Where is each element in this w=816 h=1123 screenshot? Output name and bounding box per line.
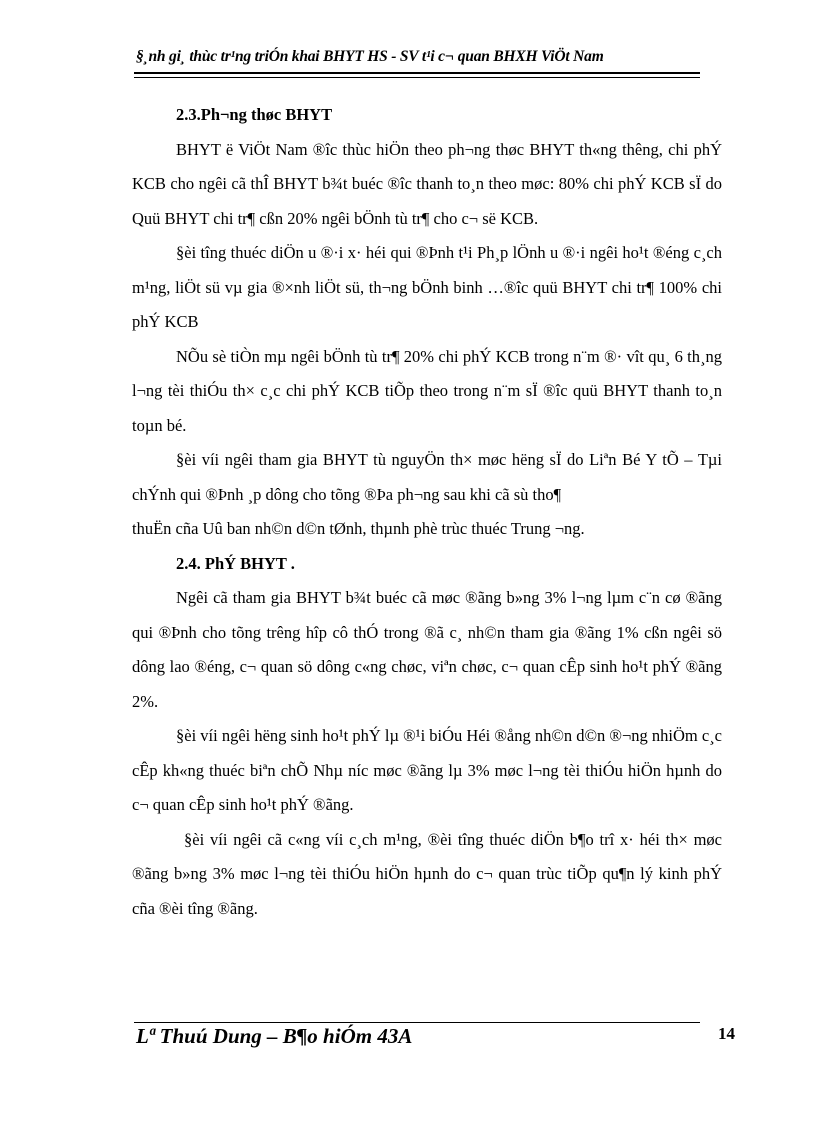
- paragraph-4: §èi víi ngêi tham gia BHYT tù nguyÖn th× møc hëng sÏ do Liªn Bé Y tÕ – Tµi chÝnh qui ®Þnh ¸p dông cho tõng ®Þa ph¬ng sau khi cã sù tho¶: [132, 450, 722, 504]
- paragraph-8: §èi víi ngêi cã c«ng víi c¸ch m¹ng, ®èi tîng thuéc diÖn b¶o trî x· héi th× møc ®ãng b»ng 3% møc l¬ng tèi thiÓu hiÖn hµnh do c¬ quan trùc tiÕp qu¶n lý kinh phÝ cña ®èi tîng ®ãng.: [132, 829, 722, 918]
- page-number: 14: [718, 1024, 735, 1043]
- paragraph-7: §èi víi ngêi hëng sinh ho¹t phÝ lµ ®¹i biÓu Héi ®ång nh©n d©n ®¬ng nhiÖm c¸c cÊp kh«ng thuéc biªn chÕ Nhµ níc møc ®ãng lµ 3% møc l¬ng tèi thiÓu hiÖn hµnh do c¬ quan cÊp sinh ho¹t phÝ ®ãng.: [132, 726, 722, 814]
- paragraph-1: BHYT ë ViÖt Nam ®îc thùc hiÖn theo ph¬ng thøc BHYT th«ng thêng, chi phÝ KCB cho ngêi cã thÎ BHYT b¾t buéc ®îc thanh to¸n theo møc: 80% chi phÝ KCB sÏ do Quü BHYT chi tr¶ cßn 20% ngêi bÖnh tù tr¶ cho c¬ së KCB.: [132, 139, 722, 228]
- paragraph-3: NÕu sè tiÒn mµ ngêi bÖnh tù tr¶ 20% chi phÝ KCB trong n¨m ®· vît qu¸ 6 th¸ng l¬ng tèi thiÓu th× c¸c chi phÝ KCB tiÕp theo trong n¨m sÏ ®îc quü BHYT thanh to¸n toµn bé.: [132, 346, 722, 435]
- running-header: §¸nh gi¸ thùc tr¹ng triÓn khai BHYT HS - SV t¹i c¬ quan BHXH ViÖt Nam: [136, 48, 604, 65]
- header-rule-thick: [134, 72, 700, 74]
- paragraph-5: thuËn cña Uû ban nh©n d©n tØnh, thµnh phè trùc thuéc Trung ¬ng.: [132, 519, 585, 538]
- header-rule-thin: [134, 77, 700, 78]
- section-heading-2-4: 2.4. PhÝ BHYT .: [176, 553, 295, 573]
- section-heading-2-3: 2.3.Ph¬ng thøc BHYT: [176, 105, 333, 124]
- footer-author: Lª Thuú Dung – B¶o hiÓm 43A: [136, 1024, 413, 1048]
- paragraph-6: Ngêi cã tham gia BHYT b¾t buéc cã møc ®ãng b»ng 3% l¬ng lµm c¨n cø ®ãng qui ®Þnh cho tõng trêng hîp cô thÓ trong ®ã c¸ nh©n tham gia ®ãng 1% cßn ngêi sö dông lao ®éng, c¬ quan sö dông c«ng chøc, viªn chøc, c¬ quan cÊp sinh ho¹t phÝ ®ãng 2%.: [132, 588, 722, 711]
- footer-rule: [134, 1022, 700, 1023]
- paragraph-2: §èi tîng thuéc diÖn u ®·i x· héi qui ®Þnh t¹i Ph¸p lÖnh u ®·i ngêi ho¹t ®éng c¸ch m¹ng, liÖt sü vµ gia ®×nh liÖt sü, th¬ng bÖnh binh …®îc quü BHYT chi tr¶ 100% chi phÝ KCB: [132, 243, 722, 331]
- document-body: [132, 98, 722, 926]
